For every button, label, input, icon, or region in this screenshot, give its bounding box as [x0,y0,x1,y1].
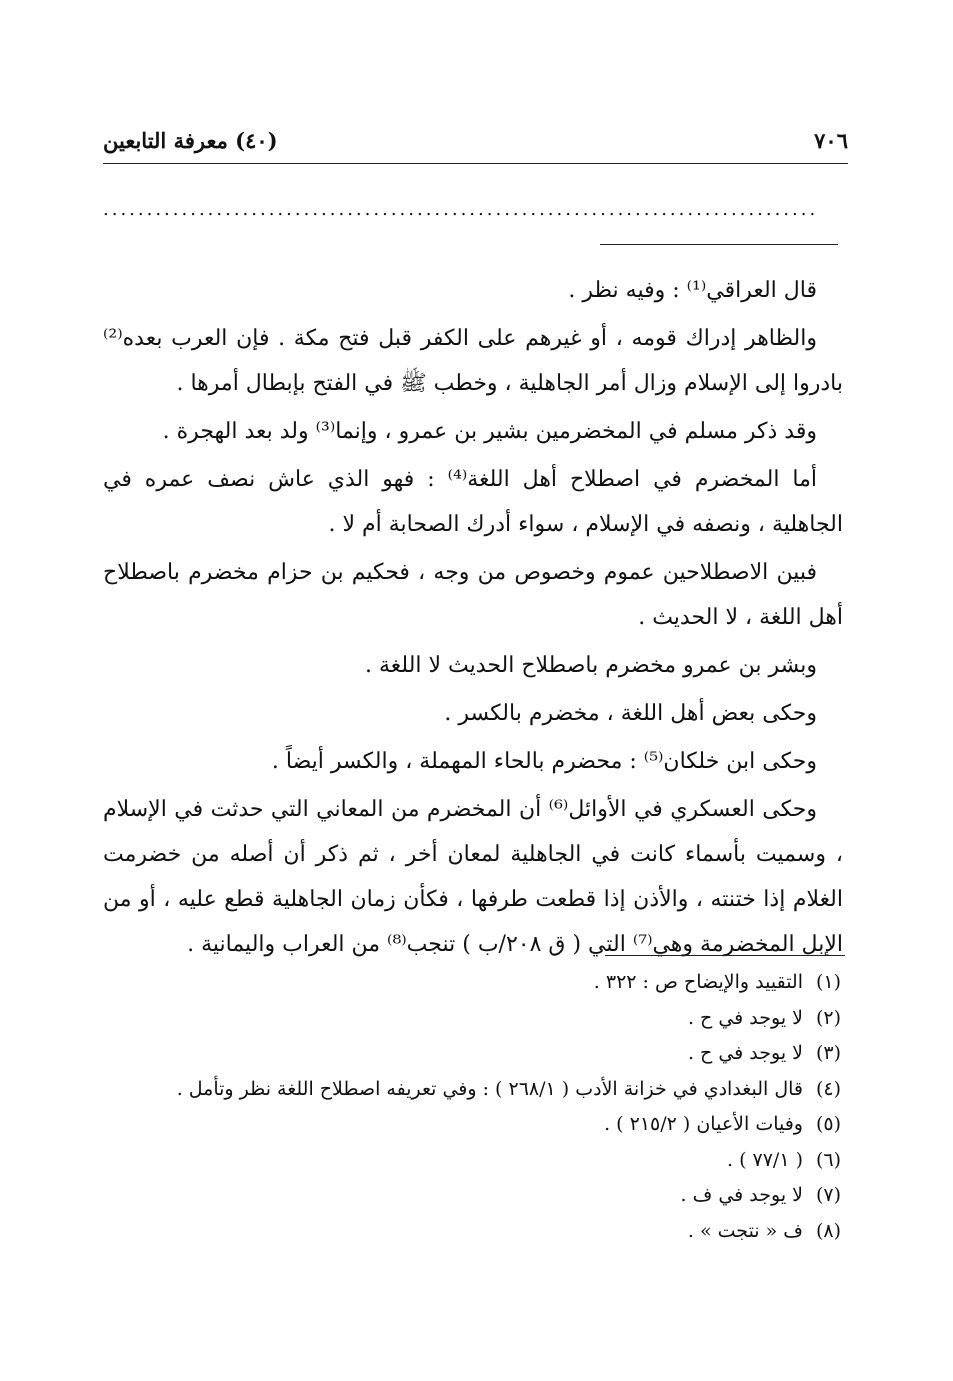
footnote-text: قال البغدادي في خزانة الأدب ( ٢٦٨/١ ) : وفي تعريفه اصطلاح اللغة نظر وتأمل . [176,1077,803,1100]
paragraph: وحكى بعض أهل اللغة ، مخضرم بالكسر . [444,701,817,726]
footnote-text: ف « نتجت » . [687,1219,803,1242]
chapter-title: (٤٠) معرفة التابعين [103,128,278,153]
footnote-text: لا يوجد في ح . [687,1006,803,1029]
footnote [103,1214,841,1250]
paragraph: وحكى ابن خلكان⁽⁵⁾ : محضرم بالحاء المهملة ، والكسر أيضاً . [271,749,817,774]
footnote [103,965,841,1001]
main-text [103,268,843,970]
footnote-number: (٣) [815,1042,841,1064]
page-number: ٧٠٦ [814,128,848,153]
paragraph: قال العراقي⁽¹⁾ : وفيه نظر . [568,278,817,303]
running-header [103,128,848,164]
footnote [103,1107,841,1143]
footnote [103,1001,841,1037]
footnote [103,1072,841,1108]
footnote-text: وفيات الأعيان ( ٢١٥/٢ ) . [604,1113,803,1135]
footnote-text: لا يوجد في ح . [687,1042,803,1064]
dotted-separator: .................................................................................. [103,199,819,219]
paragraph: والظاهر إدراك قومه ، أو غيرهم على الكفر قبل فتح مكة . فإن العرب بعده⁽²⁾ بادروا إلى الإسلام وزال أمر الجاهلية ، وخطب ﷺ في الفتح بإبطال أمرها . [103,326,843,396]
footnote-text: التقييد والإيضاح ص : ٣٢٢ . [593,971,803,993]
paragraph: وبشر بن عمرو مخضرم باصطلاح الحديث لا اللغة . [365,653,817,678]
footnote-text: ( ٧٧/١ ) . [726,1148,803,1171]
footnote-number: (٧) [815,1184,841,1206]
paragraph: أما المخضرم في اصطلاح أهل اللغة⁽⁴⁾ : فهو الذي عاش نصف عمره في الجاهلية ، ونصفه في الإسلام ، سواء أدرك الصحابة أم لا . [103,467,843,537]
footnote-number: (٢) [815,1006,841,1029]
paragraph: وقد ذكر مسلم في المخضرمين بشير بن عمرو ، وإنما⁽³⁾ ولد بعد الهجرة . [162,419,817,444]
footnote-text: لا يوجد في ف . [680,1184,803,1206]
section-rule [600,244,838,245]
footnote-number: (٤) [815,1077,841,1100]
footnotes [103,965,841,1249]
paragraph: وحكى العسكري في الأوائل⁽⁶⁾ أن المخضرم من المعاني التي حدثت في الإسلام ، وسميت بأسماء كانت في الجاهلية لمعان أخر ، ثم ذكر أن أصله من خضرمت الغلام إذا ختنته ، والأذن إذا قطعت طرفها ، فكأن زمان الجاهلية قطع عليه ، أو من الإبل المخضرمة وهي⁽⁷⁾ التي ( ق ٢٠٨/ب ) تنجب⁽⁸⁾ من العراب واليمانية . [103,797,843,957]
footnote [103,1036,841,1072]
footnote-number: (٥) [815,1113,841,1135]
header-rule [103,163,848,164]
footnote-number: (١) [815,971,841,993]
footnote-number: (٨) [815,1219,841,1242]
footnote [103,1143,841,1179]
footnote-rule [605,955,845,956]
paragraph: فبين الاصطلاحين عموم وخصوص من وجه ، فحكيم بن حزام مخضرم باصطلاح أهل اللغة ، لا الحديث . [103,560,843,630]
footnote-number: (٦) [815,1148,841,1171]
footnote [103,1178,841,1214]
